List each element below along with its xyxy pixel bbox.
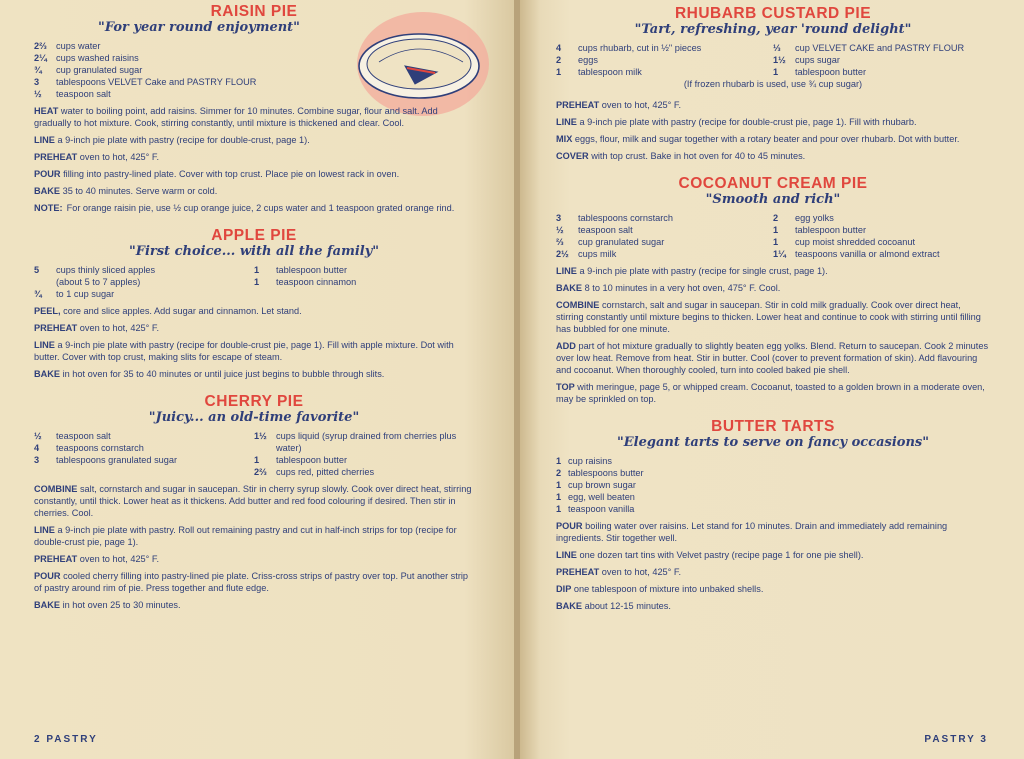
instruction: PREHEAT oven to hot, 425° F.	[34, 152, 160, 162]
instruction: POUR cooled cherry filling into pastry-lined pie plate. Criss-cross strips of pastry over top. Put another strip of pastry around rim of pie. Press together and flute edge.	[34, 571, 469, 593]
butter-tarts-recipe	[556, 418, 990, 612]
instruction: LINE a 9-inch pie plate with pastry. Roll out remaining pastry and cut in half-inch strips for top (recipe for double-crust pie, page 1).	[34, 525, 457, 547]
ingredient: 5 cups thinly sliced apples	[34, 265, 156, 275]
ingredient: 1¼ teaspoons vanilla or almond extract	[773, 249, 940, 259]
ingredient-column	[773, 42, 990, 78]
raisin-pie-recipe	[34, 3, 474, 214]
recipe-tagline: "Tart, refreshing, year 'round delight"	[634, 22, 912, 37]
recipe-title: COCOANUT CREAM PIE	[678, 175, 868, 192]
ingredient: 1 tablespoon milk	[556, 67, 642, 77]
ingredient: ⅔ cup granulated sugar	[556, 237, 665, 247]
instruction: LINE one dozen tart tins with Velvet pastry (recipe page 1 for one pie shell).	[556, 550, 864, 560]
ingredient: ½ teaspoon salt	[556, 225, 633, 235]
page-number: PASTRY 3	[924, 734, 988, 745]
ingredient: 3 tablespoons cornstarch	[556, 213, 673, 223]
frozen-rhubarb-note: (If frozen rhubarb is used, use ¾ cup sugar)	[683, 79, 863, 89]
ingredient: 2 tablespoons butter	[556, 468, 644, 478]
apple-pie-recipe	[34, 227, 474, 380]
ingredient: ⅓ cup VELVET CAKE and PASTRY FLOUR	[773, 43, 965, 53]
recipe-title: RAISIN PIE	[210, 3, 298, 20]
page-number: 2 PASTRY	[34, 734, 98, 745]
right-page	[520, 0, 1024, 759]
ingredient: ½ teaspoon salt	[34, 431, 111, 441]
ingredient: 2½ cups milk	[556, 249, 617, 259]
recipe-title: APPLE PIE	[211, 227, 297, 244]
ingredient-column	[254, 430, 474, 478]
ingredient: ½ teaspoon salt	[34, 89, 111, 99]
ingredient: 1 cup raisins	[556, 456, 612, 466]
ingredient: 2⅔ cups red, pitted cherries	[254, 467, 375, 477]
ingredient-column	[556, 42, 773, 78]
recipe-tagline: "Smooth and rich"	[705, 192, 841, 207]
recipe-tagline: "Juicy... an old-time favorite"	[148, 410, 360, 425]
ingredient-list	[556, 212, 990, 260]
ingredient-column	[34, 264, 254, 300]
ingredient: 1 tablespoon butter	[773, 225, 867, 235]
recipe-tagline: "For year round enjoyment"	[98, 20, 300, 35]
instruction: PREHEAT oven to hot, 425° F.	[34, 323, 160, 333]
instruction: COMBINE salt, cornstarch and sugar in saucepan. Stir in cherry syrup slowly. Cook over direct heat, stirring constantly, until thick. Lower heat as it thickens. Add butter and red food colouring if desired. Then stir in cherries. Cool.	[34, 484, 472, 518]
instruction: BAKE about 12-15 minutes.	[556, 601, 671, 611]
ingredient: 1 tablespoon butter	[773, 67, 867, 77]
ingredient-column	[34, 430, 254, 478]
ingredient: 1½ cups sugar	[773, 55, 840, 65]
instruction: LINE a 9-inch pie plate with pastry (recipe for double-crust pie, page 1). Fill with apple mixture. Dot with butter. Cover with top crust, making slits for escape of steam.	[34, 340, 454, 362]
ingredient: ¾ to 1 cup sugar	[34, 289, 115, 299]
ingredient-column	[556, 212, 773, 260]
ingredient: 1 cup moist shredded cocoanut	[773, 237, 916, 247]
instruction: BAKE in hot oven for 35 to 40 minutes or until juice just begins to bubble through slits.	[34, 369, 385, 379]
ingredient: 1 cup brown sugar	[556, 480, 636, 490]
ingredient: 2 egg yolks	[773, 213, 834, 223]
ingredient: 3 tablespoons granulated sugar	[34, 455, 178, 465]
instruction: PREHEAT oven to hot, 425° F.	[34, 554, 160, 564]
ingredient: 1½ cups liquid (syrup drained from cherries plus water)	[254, 431, 457, 453]
ingredient: 1 teaspoon cinnamon	[254, 277, 357, 287]
instruction: TOP with meringue, page 5, or whipped cream. Cocoanut, toasted to a golden brown in a moderate oven, may be sprinkled on top.	[556, 382, 985, 404]
instruction: LINE a 9-inch pie plate with pastry (recipe for single crust, page 1).	[556, 266, 828, 276]
recipe-title: BUTTER TARTS	[711, 418, 835, 435]
cherry-pie-recipe	[34, 393, 474, 611]
recipe-title: CHERRY PIE	[204, 393, 304, 410]
ingredient-list	[34, 40, 474, 100]
ingredient: (about 5 to 7 apples)	[56, 277, 141, 287]
recipe-note: NOTE: For orange raisin pie, use ½ cup orange juice, 2 cups water and 1 teaspoon grated orange rind.	[34, 203, 455, 213]
instruction: POUR boiling water over raisins. Let stand for 10 minutes. Drain and immediately add remaining ingredients. Stir together well.	[556, 521, 948, 543]
instruction: LINE a 9-inch pie plate with pastry (recipe for double-crust, page 1).	[34, 135, 310, 145]
right-content	[556, 5, 990, 612]
ingredient: 2¼ cups washed raisins	[34, 53, 139, 63]
ingredient: 4 cups rhubarb, cut in ½" pieces	[556, 43, 702, 53]
cocoanut-cream-pie-recipe	[556, 175, 990, 405]
instruction: POUR filling into pastry-lined plate. Cover with top crust. Place pie on lowest rack in oven.	[34, 169, 400, 179]
instruction: PEEL, core and slice apples. Add sugar and cinnamon. Let stand.	[34, 306, 302, 316]
ingredient-column	[773, 212, 990, 260]
instruction: COMBINE cornstarch, salt and sugar in saucepan. Stir in cold milk gradually. Cook over direct heat, stirring constantly until mixture begins to thicken. Lower heat and continue to cook with stirring until filling has bubbled for one minute.	[556, 300, 981, 334]
ingredient: 2⅔ cups water	[34, 41, 101, 51]
ingredient: 1 tablespoon butter	[254, 265, 348, 275]
instruction: HEAT water to boiling point, add raisins. Simmer for 10 minutes. Combine sugar, flour and salt. Add gradually to hot mixture. Cook, stirring constantly, until mixture is thickened and clear. Cool.	[34, 106, 438, 128]
instruction: COVER with top crust. Bake in hot oven for 40 to 45 minutes.	[556, 151, 806, 161]
instruction: PREHEAT oven to hot, 425° F.	[556, 100, 682, 110]
ingredient-list	[556, 42, 990, 78]
ingredient: 1 egg, well beaten	[556, 492, 635, 502]
recipe-tagline: "Elegant tarts to serve on fancy occasions"	[616, 435, 929, 450]
recipe-tagline: "First choice... with all the family"	[128, 244, 380, 259]
instruction: BAKE 35 to 40 minutes. Serve warm or cold.	[34, 186, 218, 196]
instruction: PREHEAT oven to hot, 425° F.	[556, 567, 682, 577]
ingredient: 2 eggs	[556, 55, 598, 65]
ingredient-list	[34, 264, 474, 300]
instruction: BAKE 8 to 10 minutes in a very hot oven, 475° F. Cool.	[556, 283, 781, 293]
ingredient: 4 teaspoons cornstarch	[34, 443, 144, 453]
ingredient-column	[254, 264, 474, 300]
instruction: LINE a 9-inch pie plate with pastry (recipe for double-crust pie, page 1). Fill with rhubarb.	[556, 117, 917, 127]
instruction: DIP one tablespoon of mixture into unbaked shells.	[556, 584, 764, 594]
recipe-title: RHUBARB CUSTARD PIE	[674, 5, 872, 22]
instruction: MIX eggs, flour, milk and sugar together with a rotary beater and pour over rhubarb. Dot with butter.	[556, 134, 960, 144]
instruction: BAKE in hot oven 25 to 30 minutes.	[34, 600, 181, 610]
left-content	[34, 3, 474, 611]
rhubarb-custard-pie-recipe	[556, 5, 990, 162]
ingredient-list	[34, 430, 474, 478]
ingredient: ¾ cup granulated sugar	[34, 65, 143, 75]
ingredient: 3 tablespoons VELVET Cake and PASTRY FLOUR	[34, 77, 257, 87]
instruction: ADD part of hot mixture gradually to slightly beaten egg yolks. Blend. Return to saucepan. Cook 2 minutes over low heat. Remove from heat. Stir in butter. Cool (cover to prevent formation of skin). Add flavouring and cocoanut. When thoroughly cooled, turn into cooled baked pie shell.	[556, 341, 989, 375]
ingredient: 1 tablespoon butter	[254, 455, 348, 465]
ingredient-list	[556, 455, 990, 515]
ingredient: 1 teaspoon vanilla	[556, 504, 635, 514]
